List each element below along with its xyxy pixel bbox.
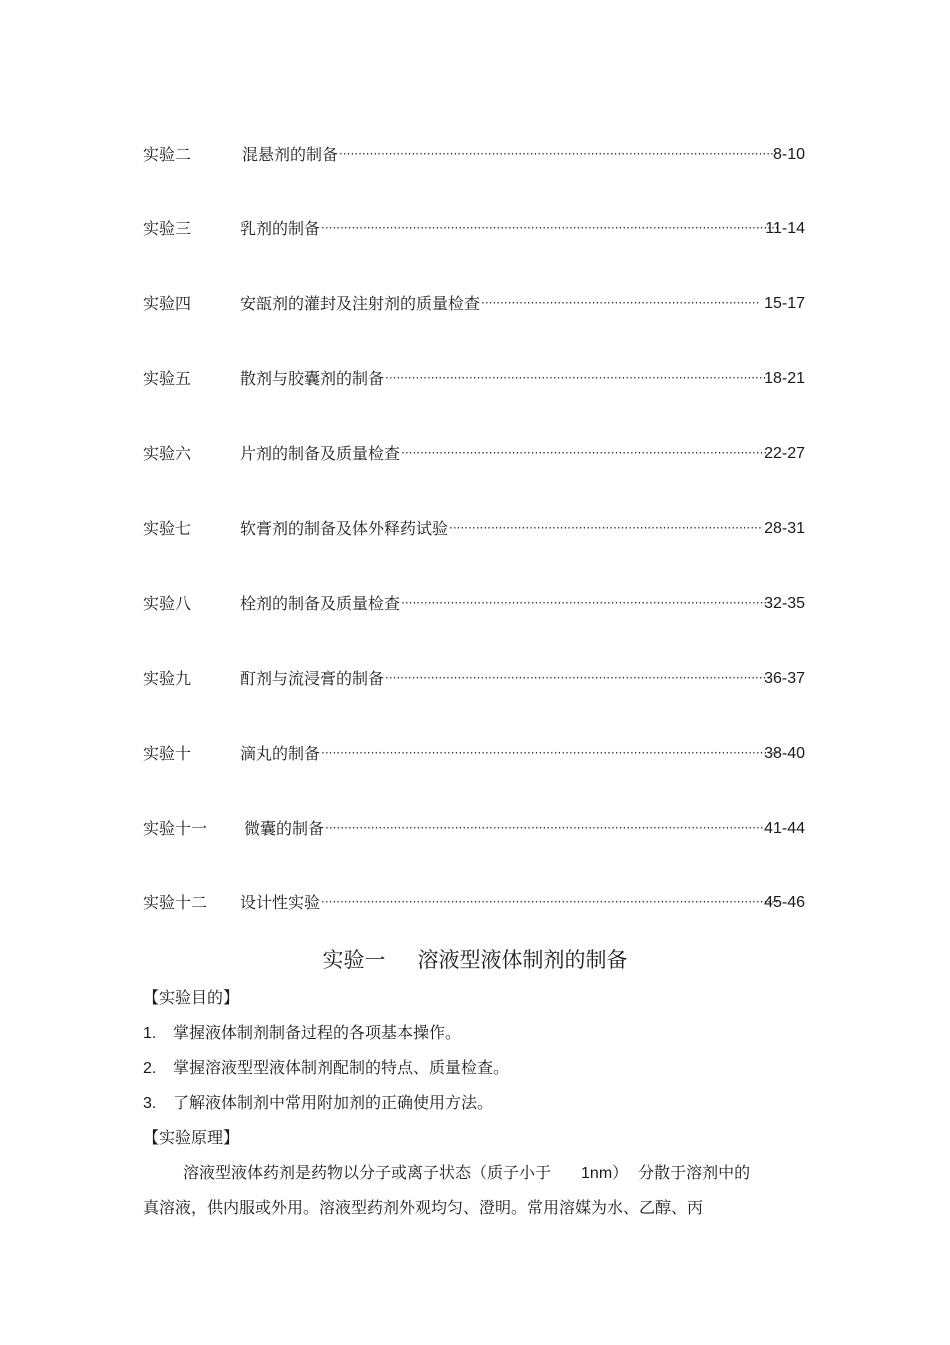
toc-entry-title: 安瓿剂的灌封及注射剂的质量检查 (240, 294, 481, 313)
text-segment: 分散于溶剂中的 (638, 1163, 751, 1182)
toc-entry-number: 实验九 (143, 669, 192, 688)
toc-entry-title: 乳剂的制备 (240, 219, 321, 238)
toc-entry (143, 141, 805, 169)
purpose-item (143, 1090, 493, 1117)
toc-entry-pages: 8-10 (772, 146, 805, 163)
section-number: 实验一 (322, 948, 386, 972)
toc-entry-pages: 32-35 (764, 595, 805, 612)
toc-leader-dots: ········································································· (481, 296, 760, 310)
toc-entry (143, 290, 805, 318)
toc-entry (143, 665, 805, 693)
section-title (0, 944, 950, 976)
toc-entry-title: 微囊的制备 (244, 819, 325, 838)
list-number: 3. (143, 1095, 157, 1112)
toc-entry-pages: 36-37 (764, 670, 805, 687)
toc-entry-title: 混悬剂的制备 (242, 145, 339, 164)
toc-entry (143, 815, 805, 843)
toc-entry (143, 215, 805, 243)
list-text: 了解液体制剂中常用附加剂的正确使用方法。 (173, 1093, 494, 1112)
paragraph-line (183, 1160, 750, 1187)
toc-entry-title: 软膏剂的制备及体外释药试验 (240, 519, 449, 538)
toc-entry-number: 实验三 (143, 219, 192, 238)
toc-entry-pages: 15-17 (764, 295, 805, 312)
toc-entry (143, 889, 805, 917)
toc-entry-number: 实验十一 (143, 819, 208, 838)
toc-entry-title: 散剂与胶囊剂的制备 (240, 369, 385, 388)
toc-leader-dots: ··················································································································· (325, 821, 764, 835)
purpose-item (143, 1020, 461, 1047)
toc-entry-number: 实验五 (143, 369, 192, 388)
toc-leader-dots: ····································································································· (385, 671, 771, 685)
list-number: 2. (143, 1060, 157, 1077)
toc-entry-pages: 11-14 (765, 220, 805, 237)
toc-entry-number: 实验二 (143, 145, 192, 164)
section-heading: 溶液型液体制剂的制备 (417, 948, 628, 972)
toc-entry (143, 515, 805, 543)
toc-entry-pages: 38-40 (764, 745, 805, 762)
toc-entry-title: 滴丸的制备 (240, 744, 321, 763)
toc-entry-pages: 22-27 (764, 445, 805, 462)
toc-entry-pages: 45-46 (764, 894, 805, 911)
list-text: 掌握溶液型型液体制剂配制的特点、质量检查。 (173, 1058, 510, 1077)
principle-heading: 【实验原理】 (143, 1128, 240, 1147)
paragraph-line: 真溶液，供内服或外用。溶液型药剂外观均匀、澄明。常用溶媒为水、乙醇、丙 (143, 1198, 704, 1217)
list-text: 掌握液体制剂制备过程的各项基本操作。 (173, 1023, 462, 1042)
toc-entry-title: 设计性实验 (240, 893, 321, 912)
toc-entry (143, 740, 805, 768)
text-segment: 溶液型液体药剂是药物以分子或离子状态（质子小于 (183, 1163, 552, 1182)
toc-leader-dots: ····································································································· (385, 371, 771, 385)
toc-entry-number: 实验四 (143, 294, 192, 313)
toc-leader-dots: ··················································································································· (339, 147, 778, 161)
toc-entry (143, 440, 805, 468)
toc-leader-dots: ························································································································ (321, 895, 779, 909)
toc-leader-dots: ································································································· (401, 596, 772, 610)
toc-leader-dots: ························································································································ (321, 221, 779, 235)
toc-entry (143, 365, 805, 393)
toc-entry-pages: 18-21 (764, 370, 805, 387)
toc-entry-title: 栓剂的制备及质量检查 (240, 594, 401, 613)
toc-entry-number: 实验十二 (143, 893, 208, 912)
toc-entry-number: 实验十 (143, 744, 192, 763)
toc-leader-dots: ·················································································· (449, 521, 762, 535)
toc-entry (143, 590, 805, 618)
toc-entry-title: 片剂的制备及质量检查 (240, 444, 401, 463)
toc-leader-dots: ································································································· (401, 446, 772, 460)
toc-entry-number: 实验七 (143, 519, 192, 538)
toc-leader-dots: ························································································································ (321, 746, 779, 760)
toc-entry-pages: 41-44 (764, 820, 805, 837)
purpose-item (143, 1055, 509, 1082)
toc-entry-number: 实验八 (143, 594, 192, 613)
text-segment: 1nm） (581, 1165, 629, 1182)
list-number: 1. (143, 1025, 157, 1042)
toc-entry-pages: 28-31 (764, 520, 805, 537)
toc-entry-title: 酊剂与流浸膏的制备 (240, 669, 385, 688)
purpose-heading: 【实验目的】 (143, 988, 240, 1007)
toc-entry-number: 实验六 (143, 444, 192, 463)
